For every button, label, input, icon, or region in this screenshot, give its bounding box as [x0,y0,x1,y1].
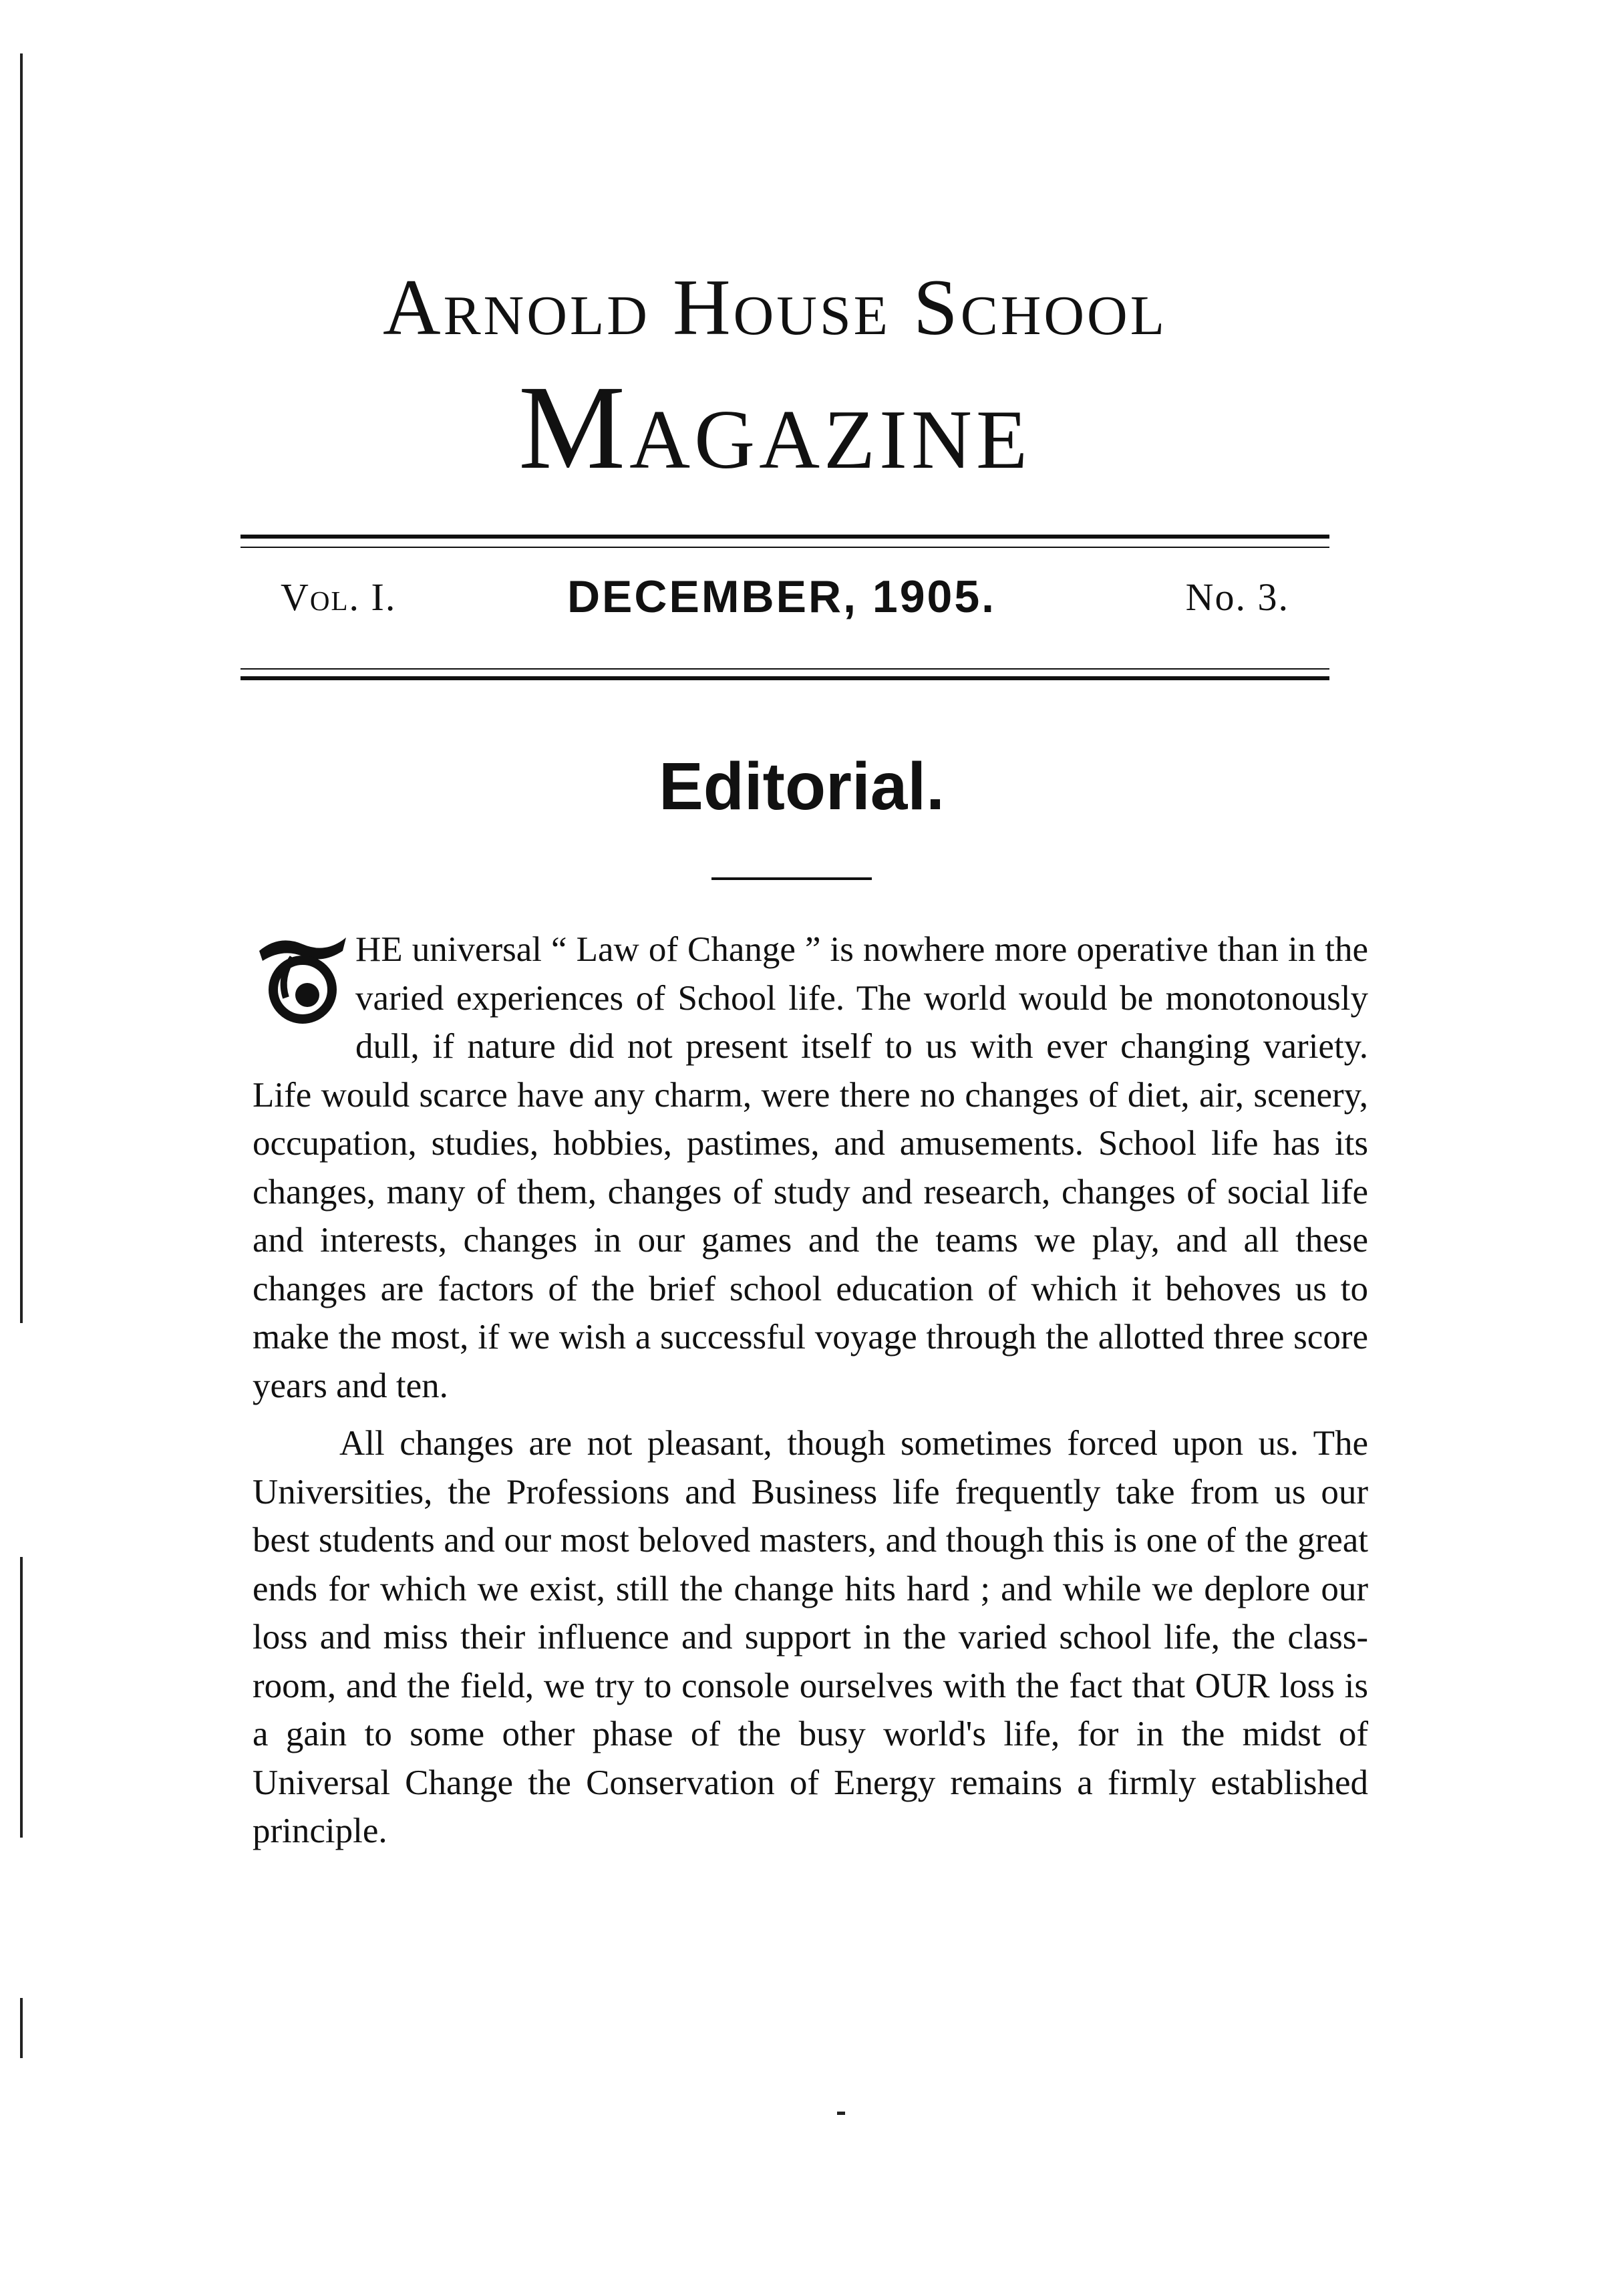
issue-date: DECEMBER, 1905. [567,571,997,622]
article-body [253,925,1368,1856]
title-underline [711,877,872,880]
scan-edge-line [20,53,23,1323]
issue-volume: Vol. I. [281,575,397,619]
masthead-bottom-rule-thin [240,668,1329,670]
scan-edge-line [20,1557,23,1838]
section-title: Editorial. [659,749,945,824]
article-paragraph-1 [253,925,1368,1410]
article-paragraph-2: All changes are not pleasant, though sometimes forced upon us. The Universities, the Professions and Business life frequently take from us our best students and our most beloved masters, and though this is one of the great ends for which we exist, still the change hits hard ; and while we deplore our loss and miss their influence and support in the varied school life, the class-room, and the field, we try to console ourselves with the fact that OUR loss is a gain to some other phase of the busy world's life, for in the midst of Universal Change the Conservation of Energy remains a firmly established principle. [253,1424,1368,1850]
scan-edge-line [20,1998,23,2058]
issue-info-bar [240,571,1329,628]
issue-number: No. 3. [1185,575,1289,619]
masthead-top-rule-thin [240,547,1329,548]
masthead-top-rule [240,535,1329,539]
decorative-dropcap-icon [253,931,353,1024]
paragraph-1-text: HE universal “ Law of Change ” is nowhere more operative than in the varied experiences of School life. The world would be monotonously dull, if nature did not present itself to us with ever changing variety. Life would scarce have any charm, were there no changes of diet, air, scenery, occupation, studies, hobbies, pastimes, and amusements. School life has its changes, many of them, changes of study and research, changes of social life and interests, changes in our games and the teams we play, and all these changes are factors of the brief school education of which it behoves us to make the most, if we wish a successful voyage through the allotted three score years and ten. [253,930,1368,1405]
masthead-title-line1: Arnold House School [382,263,1168,351]
masthead-bottom-rule [240,676,1329,680]
masthead-title-line2: Magazine [518,361,1031,494]
page-mark [837,2112,845,2115]
